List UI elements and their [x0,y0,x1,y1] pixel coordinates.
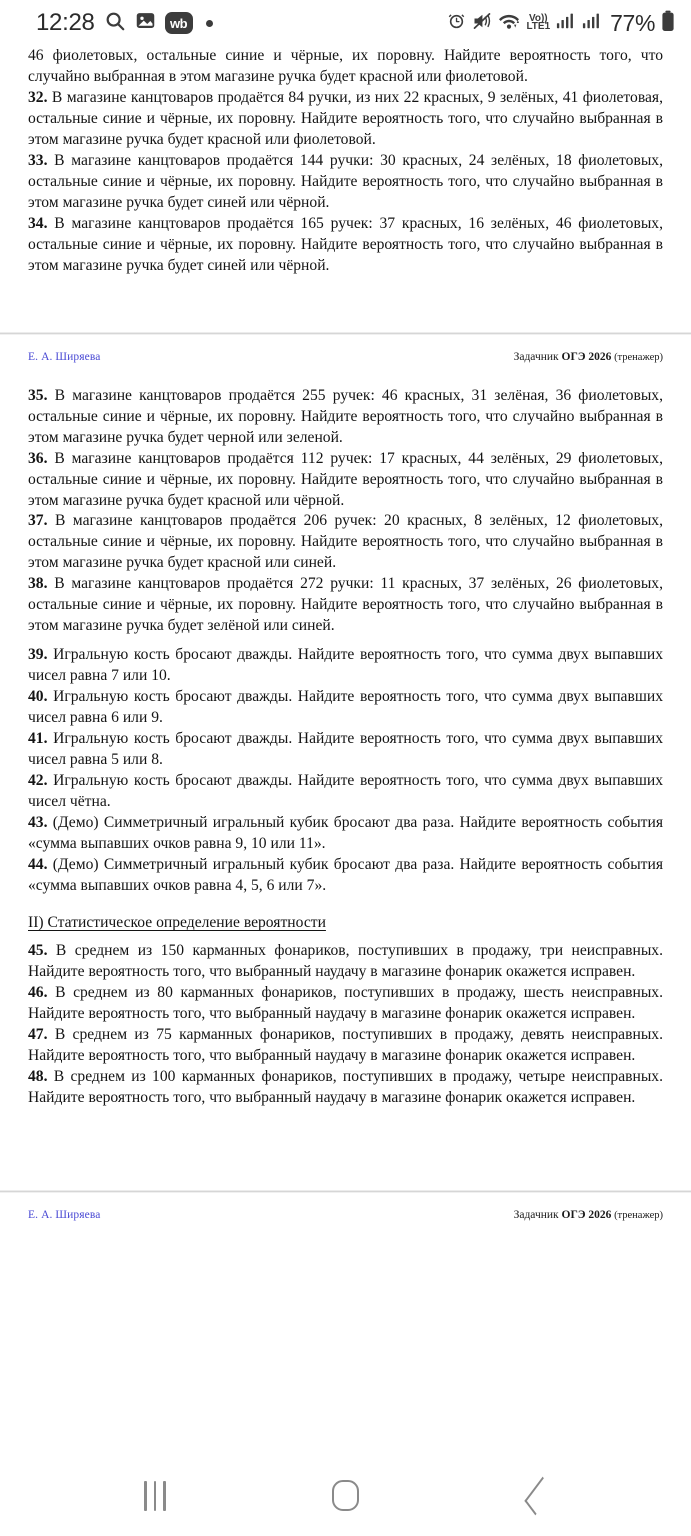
page-break-divider-2 [0,1171,691,1209]
recents-icon [144,1481,166,1511]
running-head-title-prefix: Задачник [513,350,562,363]
recents-bar [144,1481,147,1511]
task-38 [28,574,663,637]
alarm-icon [447,11,466,35]
status-bar-left [36,9,213,37]
pdf-page-2 [0,351,691,1171]
task-text: В среднем из 150 карманных фонариков, поступивших в продажу, три неисправных. Найдите вероятность того, что выбранный наудачу в магазине фонарик окажется исправен. [28,941,663,980]
notification-dot [206,20,213,27]
task-number: 37. [28,512,48,530]
task-46 [28,983,663,1025]
running-head-title-prefix: Задачник [513,1208,562,1221]
task-number: 44. [28,855,48,873]
task-text: В среднем из 75 карманных фонариков, поступивших в продажу, девять неисправных. Найдите вероятность того, что выбранный наудачу в магазине фонарик окажется исправен. [28,1025,663,1064]
task-number: 34. [28,214,48,232]
section-heading-wrapper [28,897,663,941]
pdf-page-1 [0,46,691,313]
task-number: 39. [28,646,48,664]
task-text: В магазине канцтоваров продаётся 112 ручек: 17 красных, 44 зелёных, 29 фиолетовых, остальные синие и чёрные, их поровну. Найдите вероятность того, что случайно выбранная в этом магазине ручка будет красной или чёрной. [28,449,663,509]
task-37 [28,511,663,574]
back-button[interactable] [501,1466,571,1526]
header-rule-gap [28,369,663,386]
mute-icon [472,11,492,36]
task-36 [28,449,663,512]
task-48 [28,1067,663,1109]
running-head-title-bold: ОГЭ 2026 [561,350,612,363]
section-heading-statistical-probability: II) Статистическое определение вероятности [28,913,326,931]
task-text: (Демо) Симметричный игральный кубик бросают два раза. Найдите вероятность события «сумма выпавших очков равна 4, 5, 6 или 7». [28,855,663,894]
android-navigation-bar [0,1455,691,1536]
pdf-page-2-body [0,369,691,1171]
status-bar [0,0,691,46]
task-number: 38. [28,575,48,593]
task-text: В магазине канцтоваров продаётся 165 ручек: 37 красных, 16 зелёных, 46 фиолетовых, остальные синие и чёрные, их поровну. Найдите вероятность того, что случайно выбранная в этом магазине ручка будет синей или чёрной. [28,214,663,274]
status-clock: 12:28 [36,9,95,36]
page-2-bottom-whitespace [28,1109,663,1171]
recents-bar [154,1481,157,1511]
task-text: В магазине канцтоваров продаётся 255 ручек: 46 красных, 31 зелёная, 36 фиолетовых, остальные синие и чёрные, их поровну. Найдите вероятность того, что случайно выбранная в этом магазине ручка будет черной или зеленой. [28,386,663,446]
task-text: (Демо) Симметричный игральный кубик бросают два раза. Найдите вероятность события «сумма выпавших очков равна 9, 10 или 11». [28,814,663,852]
volte-bottom-label: LTE1 [526,21,551,32]
task-text: В магазине канцтоваров продаётся 84 ручки, из них 22 красных, 9 зелёных, 41 фиолетовая, остальные синие и чёрные, их поровну. Найдите вероятность того, что случайно выбранная в этом магазине ручка будет красной или фиолетовой. [28,88,663,148]
status-bar-right [447,10,675,37]
back-chevron-icon [524,1476,553,1515]
running-head-title-bold: ОГЭ 2026 [561,1208,612,1221]
wb-app-badge: wb [165,12,193,34]
task-number: 32. [28,88,48,106]
task-41 [28,729,663,771]
page-break-divider-1 [0,313,691,351]
page-bottom-whitespace [28,277,663,313]
task-number: 35. [28,386,48,404]
battery-percent-label: 77% [610,9,655,36]
task-number: 48. [28,1067,48,1085]
task-number: 45. [28,941,48,959]
task-text: В среднем из 100 карманных фонариков, поступивших в продажу, четыре неисправных. Найдите вероятность того, что выбранный наудачу в магазине фонарик окажется исправен. [28,1067,663,1106]
running-head-title [514,351,663,363]
task-47 [28,1025,663,1067]
search-icon [104,10,126,37]
task-32 [28,88,663,151]
task-text: Игральную кость бросают дважды. Найдите вероятность того, что сумма двух выпавших чисел равна 7 или 10. [28,646,663,685]
battery-icon [661,10,675,37]
paragraph-continued: 46 фиолетовых, остальные синие и чёрные, их поровну. Найдите вероятность того, что случайно выбранная в этом магазине ручка будет красной или фиолетовой. [28,47,663,85]
signal-sim2-icon [582,11,602,35]
running-head-title-suffix: (тренажер) [611,351,663,363]
recents-bar [163,1481,166,1511]
task-number: 41. [28,730,48,748]
task-number: 40. [28,688,48,706]
task-35 [28,386,663,449]
running-head-author: Е. А. Ширяева [28,350,101,363]
task-text: В магазине канцтоваров продаётся 144 ручки: 30 красных, 24 зелёных, 18 фиолетовых, остальные синие и чёрные, их поровну. Найдите вероятность того, что случайно выбранная в этом магазине ручка будет синей или чёрной. [28,151,663,211]
task-number: 33. [28,151,48,169]
task-number: 46. [28,983,48,1001]
gallery-icon [135,10,156,36]
task-43 [28,813,663,855]
task-text: В среднем из 80 карманных фонариков, поступивших в продажу, шесть неисправных. Найдите вероятность того, что выбранный наудачу в магазине фонарик окажется исправен. [28,983,663,1022]
task-44 [28,855,663,897]
home-icon [332,1480,359,1511]
running-head-title-suffix: (тренажер) [611,1209,663,1221]
task-number: 47. [28,1025,48,1043]
wifi-icon [498,11,520,36]
running-head-page-3 [0,1209,691,1221]
recents-button[interactable] [120,1466,190,1526]
task-33 [28,151,663,214]
task-39 [28,645,663,687]
task-text: В магазине канцтоваров продаётся 272 ручки: 11 красных, 37 зелёных, 26 фиолетовых, остальные синие и чёрные, их поровну. Найдите вероятность того, что случайно выбранная в этом магазине ручка будет зелёной или синей. [28,575,663,635]
task-text: Игральную кость бросают дважды. Найдите вероятность того, что сумма двух выпавших чисел равна 5 или 8. [28,730,663,769]
volte-lte1-icon [526,12,551,32]
home-button[interactable] [310,1466,380,1526]
pdf-page-3 [0,1209,691,1221]
task-42 [28,771,663,813]
task-text: Игральную кость бросают дважды. Найдите вероятность того, что сумма двух выпавших чисел равна 6 или 9. [28,688,663,727]
running-head-author: Е. А. Ширяева [28,1208,101,1221]
pdf-document-viewport[interactable] [0,46,691,1455]
task-text: В магазине канцтоваров продаётся 206 ручек: 20 красных, 8 зелёных, 12 фиолетовых, остальные синие и чёрные, их поровну. Найдите вероятность того, что случайно выбранная в этом магазине ручка будет красной или синей. [28,512,663,572]
task-number: 36. [28,449,48,467]
task-number: 43. [28,814,48,832]
task-number: 42. [28,772,48,790]
running-head-title [514,1209,663,1221]
signal-sim1-icon [556,11,576,35]
task-34 [28,214,663,277]
volte-top-label: Vo)) [528,12,548,24]
task-text: Игральную кость бросают дважды. Найдите вероятность того, что сумма двух выпавших чисел чётна. [28,772,663,811]
task-40 [28,687,663,729]
running-head-page-2 [0,351,691,363]
task-45 [28,941,663,983]
group-gap-1 [28,637,663,645]
